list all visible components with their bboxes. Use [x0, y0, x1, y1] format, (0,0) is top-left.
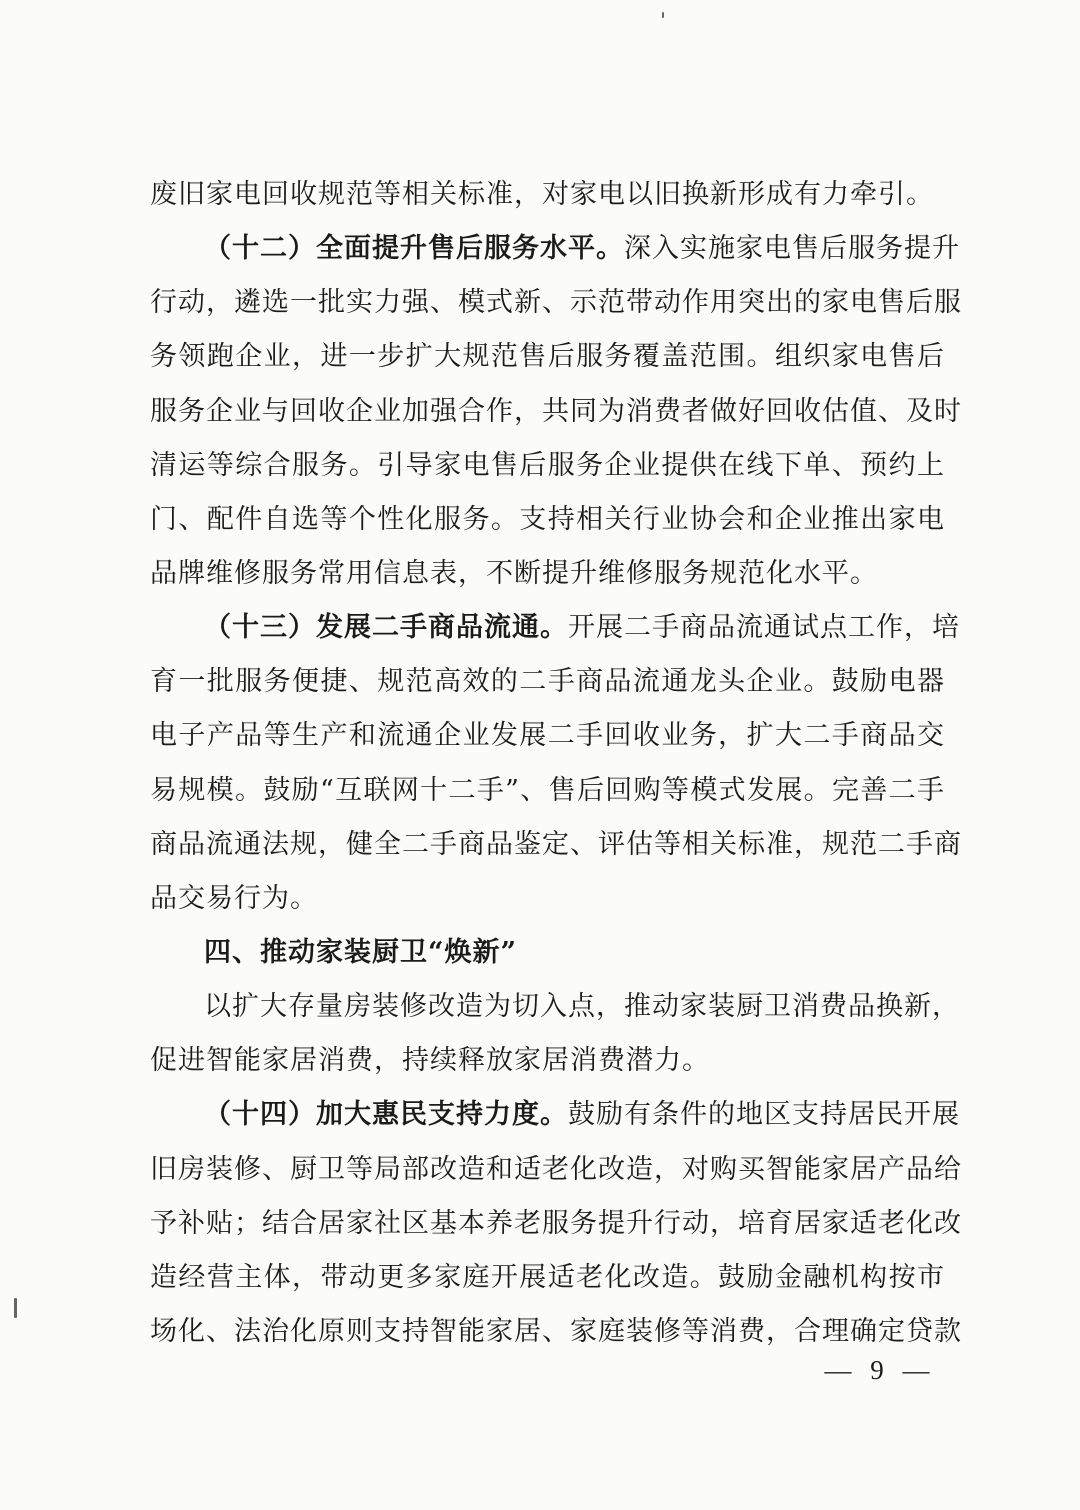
text-line [150, 330, 945, 384]
paragraph-text: 造经营主体，带动更多家庭开展适老化改造。鼓励金融机构按市 [150, 1261, 945, 1293]
page-number: — 9 — [824, 1355, 936, 1385]
text-line [150, 1088, 960, 1142]
paragraph-text: 易规模。鼓励“互联网十二手”、售后回购等模式发展。完善二手 [150, 774, 945, 806]
paragraph-text: 废旧家电回收规范等相关标准，对家电以旧换新形成有力牵引。 [150, 179, 934, 210]
text-line [150, 601, 960, 655]
paragraph-text: 以扩大存量房装修改造为切入点，推动家装厨卫消费品换新， [204, 991, 960, 1023]
text-line [150, 1034, 945, 1088]
paragraph-text: 育一批服务便捷、规范高效的二手商品流通龙头企业。鼓励电器 [150, 666, 945, 698]
scan-mark [14, 1298, 17, 1318]
text-line [150, 222, 960, 276]
body-text [150, 168, 962, 1359]
text-line [150, 493, 945, 547]
text-line [150, 1305, 962, 1359]
text-line [150, 168, 945, 222]
text-line [150, 1197, 962, 1251]
text-line [150, 547, 945, 601]
paragraph-text: 开展二手商品流通试点工作，培 [568, 612, 960, 644]
paragraph-text: 鼓励有条件的地区支持居民开展 [568, 1099, 960, 1131]
text-line [150, 1251, 945, 1305]
section-heading: （十三）发展二手商品流通。 [204, 612, 568, 644]
text-line [150, 764, 945, 818]
text-line [150, 276, 962, 330]
paragraph-text: 服务企业与回收企业加强合作，共同为消费者做好回收估值、及时 [150, 395, 962, 427]
paragraph-text: 予补贴；结合居家社区基本养老服务提升行动，培育居家适老化改 [150, 1207, 962, 1239]
text-line [150, 655, 945, 709]
paragraph-text: 旧房装修、厨卫等局部改造和适老化改造，对购买智能家居产品给 [150, 1153, 962, 1185]
paragraph-text: 品牌维修服务常用信息表，不断提升维修服务规范化水平。 [150, 557, 878, 589]
paragraph-text: 门、配件自选等个性化服务。支持相关行业协会和企业推出家电 [150, 503, 945, 535]
text-line [150, 439, 945, 493]
paragraph-text: 场化、法治化原则支持智能家居、家庭装修等消费，合理确定贷款 [150, 1315, 962, 1347]
paragraph-text: 务领跑企业，进一步扩大规范售后服务覆盖范围。组织家电售后 [150, 341, 945, 373]
section-heading: 四、推动家装厨卫“焕新” [204, 936, 518, 968]
paragraph-text: 电子产品等生产和流通企业发展二手回收业务，扩大二手商品交 [150, 720, 945, 752]
paragraph-text: 品交易行为。 [150, 882, 318, 914]
text-line [150, 709, 945, 763]
paragraph-text: 促进智能家居消费，持续释放家居消费潜力。 [150, 1045, 710, 1077]
text-line [150, 818, 962, 872]
paragraph-text: 深入实施家电售后服务提升 [624, 233, 960, 265]
section-heading: （十四）加大惠民支持力度。 [204, 1099, 568, 1131]
paragraph-text: 商品流通法规，健全二手商品鉴定、评估等相关标准，规范二手商 [150, 828, 962, 860]
text-line [150, 1143, 962, 1197]
scan-mark [662, 12, 664, 18]
text-line [150, 980, 960, 1034]
text-line [150, 385, 962, 439]
text-line [150, 926, 945, 980]
section-heading: （十二）全面提升售后服务水平。 [204, 233, 624, 265]
paragraph-text: 清运等综合服务。引导家电售后服务企业提供在线下单、预约上 [150, 449, 945, 481]
paragraph-text: 行动，遴选一批实力强、模式新、示范带动作用突出的家电售后服 [150, 287, 962, 319]
text-line [150, 872, 945, 926]
